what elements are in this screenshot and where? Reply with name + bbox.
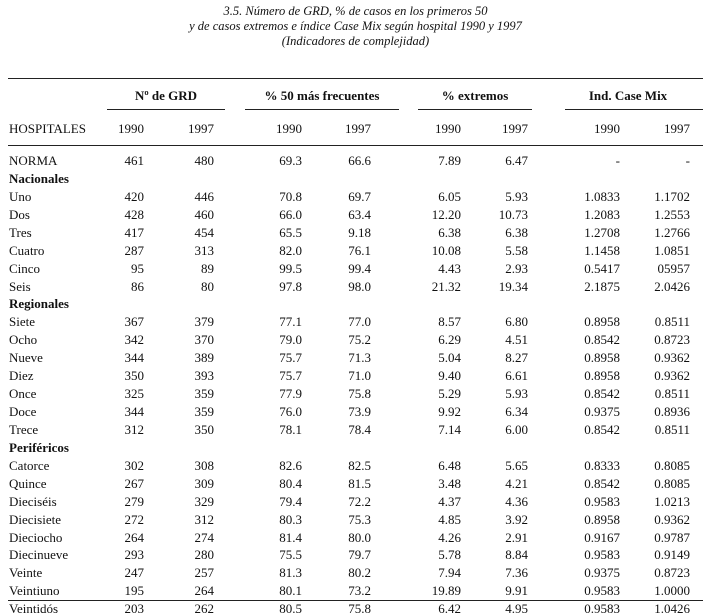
cell-extremos-1990: 4.43 xyxy=(438,261,461,276)
cell-case-mix-1997: 0.8936 xyxy=(654,404,690,419)
cell-extremos-1997: 6.34 xyxy=(505,404,528,419)
cell-top50-1990: 75.7 xyxy=(279,368,302,383)
cell-extremos-1997: 4.21 xyxy=(505,476,528,491)
cell-top50-1990: 75.7 xyxy=(279,350,302,365)
cell-case-mix-1997: 1.2766 xyxy=(654,225,690,240)
header-rule xyxy=(8,145,703,146)
cell-num-grd-1997: 350 xyxy=(194,422,214,437)
section-label: Periféricos xyxy=(9,440,69,455)
cell-num-grd-1990: 203 xyxy=(124,601,144,616)
cell-case-mix-1997: 0.8723 xyxy=(654,565,690,580)
cell-case-mix-1990: 0.9375 xyxy=(584,404,620,419)
cell-extremos-1997: 5.65 xyxy=(505,458,528,473)
cell-num-grd-1997: 89 xyxy=(201,261,214,276)
cell-extremos-1997: 8.84 xyxy=(505,547,528,562)
cell-top50-1997: 73.2 xyxy=(348,583,371,598)
cell-extremos-1990: 21.32 xyxy=(431,279,461,294)
table-title xyxy=(0,4,711,49)
cell-top50-1990: 80.3 xyxy=(279,512,302,527)
cell-top50-1990: 80.4 xyxy=(279,476,302,491)
cell-num-grd-1997: 257 xyxy=(194,565,214,580)
cell-num-grd-1997: 312 xyxy=(194,512,214,527)
cell-extremos-1997: 6.38 xyxy=(505,225,528,240)
cell-extremos-1997: 6.61 xyxy=(505,368,528,383)
section-label: Nacionales xyxy=(9,171,69,186)
cell-extremos-1997: 4.51 xyxy=(505,332,528,347)
cell-extremos-1997: 6.00 xyxy=(505,422,528,437)
cell-extremos-1990: 19.89 xyxy=(431,583,461,598)
cell-top50-1997: 75.3 xyxy=(348,512,371,527)
cell-case-mix-1997: 0.9362 xyxy=(654,368,690,383)
cell-case-mix-1997: 1.1702 xyxy=(654,189,690,204)
cell-case-mix-1990: 0.8542 xyxy=(584,476,620,491)
cell-case-mix-1990: 0.8542 xyxy=(584,332,620,347)
hospital-name: Dieciséis xyxy=(9,494,57,509)
year-header-top50-1990: 1990 xyxy=(276,121,302,136)
cell-extremos-1997: 9.91 xyxy=(505,583,528,598)
cell-num-grd-1997: 309 xyxy=(194,476,214,491)
cell-top50-1990: 81.4 xyxy=(279,530,302,545)
cell-extremos-1990: 9.40 xyxy=(438,368,461,383)
cell-top50-1990: 66.0 xyxy=(279,207,302,222)
cell-top50-1990: 78.1 xyxy=(279,422,302,437)
year-header-extremos-1997: 1997 xyxy=(502,121,528,136)
hospital-name: Dieciocho xyxy=(9,530,63,545)
cell-num-grd-1997: 313 xyxy=(194,243,214,258)
cell-num-grd-1997: 480 xyxy=(194,153,214,168)
cell-extremos-1997: 5.93 xyxy=(505,386,528,401)
title-line-1: 3.5. Número de GRD, % de casos en los primeros 50 xyxy=(223,4,488,18)
hospital-name: Siete xyxy=(9,314,35,329)
group-underline-case-mix xyxy=(565,109,703,110)
cell-case-mix-1990: 1.2083 xyxy=(584,207,620,222)
cell-case-mix-1990: 0.9583 xyxy=(584,494,620,509)
cell-num-grd-1990: 95 xyxy=(131,261,144,276)
cell-extremos-1990: 7.94 xyxy=(438,565,461,580)
hospital-name: Once xyxy=(9,386,37,401)
cell-top50-1990: 77.1 xyxy=(279,314,302,329)
cell-case-mix-1990: 0.9375 xyxy=(584,565,620,580)
cell-case-mix-1997: 0.8723 xyxy=(654,332,690,347)
cell-case-mix-1997: 0.8085 xyxy=(654,458,690,473)
hospital-name: Nueve xyxy=(9,350,43,365)
bottom-rule xyxy=(8,600,703,601)
cell-case-mix-1997: 0.9362 xyxy=(654,350,690,365)
cell-extremos-1997: 2.93 xyxy=(505,261,528,276)
hospital-name: Cuatro xyxy=(9,243,45,258)
cell-num-grd-1997: 280 xyxy=(194,547,214,562)
cell-top50-1997: 9.18 xyxy=(348,225,371,240)
cell-extremos-1990: 8.57 xyxy=(438,314,461,329)
cell-top50-1997: 73.9 xyxy=(348,404,371,419)
cell-extremos-1990: 7.89 xyxy=(438,153,461,168)
cell-top50-1990: 75.5 xyxy=(279,547,302,562)
cell-top50-1990: 99.5 xyxy=(279,261,302,276)
hospital-name: Doce xyxy=(9,404,37,419)
cell-case-mix-1990: 0.8542 xyxy=(584,386,620,401)
cell-top50-1990: 65.5 xyxy=(279,225,302,240)
cell-extremos-1997: 6.47 xyxy=(505,153,528,168)
cell-extremos-1997: 4.95 xyxy=(505,601,528,616)
cell-num-grd-1997: 460 xyxy=(194,207,214,222)
top-rule xyxy=(8,78,703,79)
hospitales-header: HOSPITALES xyxy=(9,121,86,136)
cell-case-mix-1990: - xyxy=(615,153,620,168)
cell-num-grd-1990: 344 xyxy=(124,404,144,419)
cell-num-grd-1990: 279 xyxy=(124,494,144,509)
cell-top50-1990: 70.8 xyxy=(279,189,302,204)
group-header-num-grd: Nº de GRD xyxy=(134,88,198,103)
cell-top50-1990: 80.1 xyxy=(279,583,302,598)
cell-extremos-1990: 4.37 xyxy=(438,494,461,509)
cell-case-mix-1997: 05957 xyxy=(657,261,690,276)
hospital-name: Diecinueve xyxy=(9,547,69,562)
cell-num-grd-1990: 325 xyxy=(124,386,144,401)
cell-extremos-1990: 3.48 xyxy=(438,476,461,491)
cell-num-grd-1997: 80 xyxy=(201,279,214,294)
cell-top50-1997: 80.0 xyxy=(348,530,371,545)
cell-extremos-1990: 7.14 xyxy=(438,422,461,437)
cell-top50-1997: 82.5 xyxy=(348,458,371,473)
cell-num-grd-1997: 389 xyxy=(194,350,214,365)
cell-top50-1997: 71.3 xyxy=(348,350,371,365)
group-underline-num-grd xyxy=(107,109,225,110)
year-header-num-grd-1997: 1997 xyxy=(188,121,214,136)
cell-num-grd-1990: 264 xyxy=(124,530,144,545)
cell-num-grd-1990: 287 xyxy=(124,243,144,258)
cell-top50-1997: 69.7 xyxy=(348,189,371,204)
cell-top50-1997: 79.7 xyxy=(348,547,371,562)
group-header-case-mix: Ind. Case Mix xyxy=(588,88,668,103)
cell-case-mix-1990: 0.9583 xyxy=(584,601,620,616)
cell-top50-1997: 75.8 xyxy=(348,601,371,616)
cell-num-grd-1990: 417 xyxy=(124,225,144,240)
cell-extremos-1997: 5.93 xyxy=(505,189,528,204)
cell-case-mix-1997: 1.0851 xyxy=(654,243,690,258)
cell-case-mix-1990: 0.8958 xyxy=(584,512,620,527)
cell-top50-1990: 81.3 xyxy=(279,565,302,580)
cell-case-mix-1990: 2.1875 xyxy=(584,279,620,294)
hospital-name: Dos xyxy=(9,207,30,222)
cell-case-mix-1997: 0.8511 xyxy=(654,386,690,401)
cell-num-grd-1997: 262 xyxy=(194,601,214,616)
cell-num-grd-1990: 86 xyxy=(131,279,144,294)
cell-top50-1997: 71.0 xyxy=(348,368,371,383)
cell-extremos-1990: 5.78 xyxy=(438,547,461,562)
cell-case-mix-1990: 0.5417 xyxy=(584,261,620,276)
cell-top50-1997: 72.2 xyxy=(348,494,371,509)
year-header-num-grd-1990: 1990 xyxy=(118,121,144,136)
cell-extremos-1997: 3.92 xyxy=(505,512,528,527)
cell-num-grd-1997: 264 xyxy=(194,583,214,598)
cell-top50-1997: 80.2 xyxy=(348,565,371,580)
cell-case-mix-1990: 1.2708 xyxy=(584,225,620,240)
cell-top50-1990: 97.8 xyxy=(279,279,302,294)
cell-top50-1997: 78.4 xyxy=(348,422,371,437)
cell-extremos-1997: 10.73 xyxy=(498,207,528,222)
cell-top50-1997: 77.0 xyxy=(348,314,371,329)
cell-top50-1997: 75.2 xyxy=(348,332,371,347)
cell-extremos-1997: 5.58 xyxy=(505,243,528,258)
year-header-case-mix-1997: 1997 xyxy=(664,121,690,136)
cell-case-mix-1990: 0.8542 xyxy=(584,422,620,437)
cell-top50-1990: 79.0 xyxy=(279,332,302,347)
cell-case-mix-1997: 1.0000 xyxy=(654,583,690,598)
year-header-top50-1997: 1997 xyxy=(345,121,371,136)
cell-top50-1997: 81.5 xyxy=(348,476,371,491)
hospital-name: Cinco xyxy=(9,261,41,276)
cell-num-grd-1990: 344 xyxy=(124,350,144,365)
group-underline-extremos xyxy=(418,109,532,110)
cell-extremos-1990: 6.42 xyxy=(438,601,461,616)
hospital-name: Seis xyxy=(9,279,31,294)
cell-extremos-1997: 7.36 xyxy=(505,565,528,580)
cell-extremos-1990: 6.48 xyxy=(438,458,461,473)
hospital-name: Veintidós xyxy=(9,601,59,616)
hospital-name: Quince xyxy=(9,476,47,491)
cell-top50-1997: 63.4 xyxy=(348,207,371,222)
hospital-name: Trece xyxy=(9,422,39,437)
cell-case-mix-1997: 1.2553 xyxy=(654,207,690,222)
cell-num-grd-1997: 329 xyxy=(194,494,214,509)
cell-top50-1997: 98.0 xyxy=(348,279,371,294)
cell-case-mix-1990: 0.9583 xyxy=(584,547,620,562)
cell-num-grd-1990: 267 xyxy=(124,476,144,491)
cell-top50-1990: 69.3 xyxy=(279,153,302,168)
cell-extremos-1990: 5.04 xyxy=(438,350,461,365)
cell-case-mix-1990: 0.8958 xyxy=(584,368,620,383)
cell-extremos-1990: 4.26 xyxy=(438,530,461,545)
cell-case-mix-1997: 0.8511 xyxy=(654,422,690,437)
cell-case-mix-1990: 0.8958 xyxy=(584,350,620,365)
cell-case-mix-1997: 2.0426 xyxy=(654,279,690,294)
title-line-2: y de casos extremos e índice Case Mix según hospital 1990 y 1997 xyxy=(189,19,522,33)
hospital-name: Diecisiete xyxy=(9,512,61,527)
cell-extremos-1997: 19.34 xyxy=(498,279,528,294)
cell-case-mix-1990: 0.8333 xyxy=(584,458,620,473)
cell-num-grd-1997: 454 xyxy=(194,225,214,240)
group-header-extremos: % extremos xyxy=(441,88,509,103)
cell-top50-1990: 79.4 xyxy=(279,494,302,509)
hospital-name: Veintiuno xyxy=(9,583,60,598)
cell-num-grd-1990: 247 xyxy=(124,565,144,580)
cell-extremos-1990: 10.08 xyxy=(431,243,461,258)
cell-num-grd-1990: 350 xyxy=(124,368,144,383)
cell-num-grd-1997: 359 xyxy=(194,386,214,401)
cell-num-grd-1990: 428 xyxy=(124,207,144,222)
cell-case-mix-1990: 0.9167 xyxy=(584,530,620,545)
cell-case-mix-1990: 1.0833 xyxy=(584,189,620,204)
group-underline-top50 xyxy=(245,109,399,110)
group-header-top50: % 50 más frecuentes xyxy=(264,88,380,103)
cell-top50-1990: 82.6 xyxy=(279,458,302,473)
section-label: Regionales xyxy=(9,296,69,311)
cell-num-grd-1997: 446 xyxy=(194,189,214,204)
cell-extremos-1997: 4.36 xyxy=(505,494,528,509)
cell-case-mix-1990: 0.9583 xyxy=(584,583,620,598)
cell-case-mix-1997: 0.8085 xyxy=(654,476,690,491)
cell-extremos-1997: 6.80 xyxy=(505,314,528,329)
cell-extremos-1990: 6.38 xyxy=(438,225,461,240)
cell-num-grd-1990: 272 xyxy=(124,512,144,527)
cell-top50-1990: 77.9 xyxy=(279,386,302,401)
cell-top50-1990: 76.0 xyxy=(279,404,302,419)
hospital-name: Catorce xyxy=(9,458,50,473)
cell-top50-1997: 66.6 xyxy=(348,153,371,168)
cell-extremos-1990: 6.29 xyxy=(438,332,461,347)
hospital-name: Veinte xyxy=(9,565,43,580)
cell-num-grd-1990: 342 xyxy=(124,332,144,347)
cell-num-grd-1990: 461 xyxy=(124,153,144,168)
cell-extremos-1990: 12.20 xyxy=(431,207,461,222)
cell-top50-1990: 80.5 xyxy=(279,601,302,616)
title-line-3: (Indicadores de complejidad) xyxy=(281,34,430,48)
hospital-name: Diez xyxy=(9,368,34,383)
cell-case-mix-1997: 0.9362 xyxy=(654,512,690,527)
cell-num-grd-1990: 195 xyxy=(124,583,144,598)
cell-num-grd-1990: 367 xyxy=(124,314,144,329)
cell-num-grd-1997: 308 xyxy=(194,458,214,473)
cell-num-grd-1990: 420 xyxy=(124,189,144,204)
cell-case-mix-1997: 0.9149 xyxy=(654,547,690,562)
cell-num-grd-1997: 379 xyxy=(194,314,214,329)
cell-case-mix-1997: 0.8511 xyxy=(654,314,690,329)
cell-case-mix-1990: 1.1458 xyxy=(584,243,620,258)
cell-num-grd-1997: 393 xyxy=(194,368,214,383)
cell-extremos-1990: 6.05 xyxy=(438,189,461,204)
hospital-name: Tres xyxy=(9,225,32,240)
cell-top50-1997: 99.4 xyxy=(348,261,371,276)
cell-case-mix-1997: 1.0426 xyxy=(654,601,690,616)
cell-top50-1997: 75.8 xyxy=(348,386,371,401)
cell-top50-1997: 76.1 xyxy=(348,243,371,258)
hospital-name: Uno xyxy=(9,189,32,204)
cell-extremos-1990: 4.85 xyxy=(438,512,461,527)
cell-num-grd-1997: 370 xyxy=(194,332,214,347)
cell-num-grd-1990: 302 xyxy=(124,458,144,473)
hospital-name: Ocho xyxy=(9,332,38,347)
cell-extremos-1990: 5.29 xyxy=(438,386,461,401)
cell-case-mix-1997: 1.0213 xyxy=(654,494,690,509)
cell-num-grd-1990: 293 xyxy=(124,547,144,562)
year-header-case-mix-1990: 1990 xyxy=(594,121,620,136)
cell-extremos-1990: 9.92 xyxy=(438,404,461,419)
cell-num-grd-1997: 359 xyxy=(194,404,214,419)
cell-case-mix-1997: - xyxy=(685,153,690,168)
cell-case-mix-1997: 0.9787 xyxy=(654,530,690,545)
hospital-name: NORMA xyxy=(9,153,58,168)
year-header-extremos-1990: 1990 xyxy=(435,121,461,136)
cell-top50-1990: 82.0 xyxy=(279,243,302,258)
cell-num-grd-1997: 274 xyxy=(194,530,214,545)
cell-num-grd-1990: 312 xyxy=(124,422,144,437)
cell-extremos-1997: 8.27 xyxy=(505,350,528,365)
cell-case-mix-1990: 0.8958 xyxy=(584,314,620,329)
cell-extremos-1997: 2.91 xyxy=(505,530,528,545)
